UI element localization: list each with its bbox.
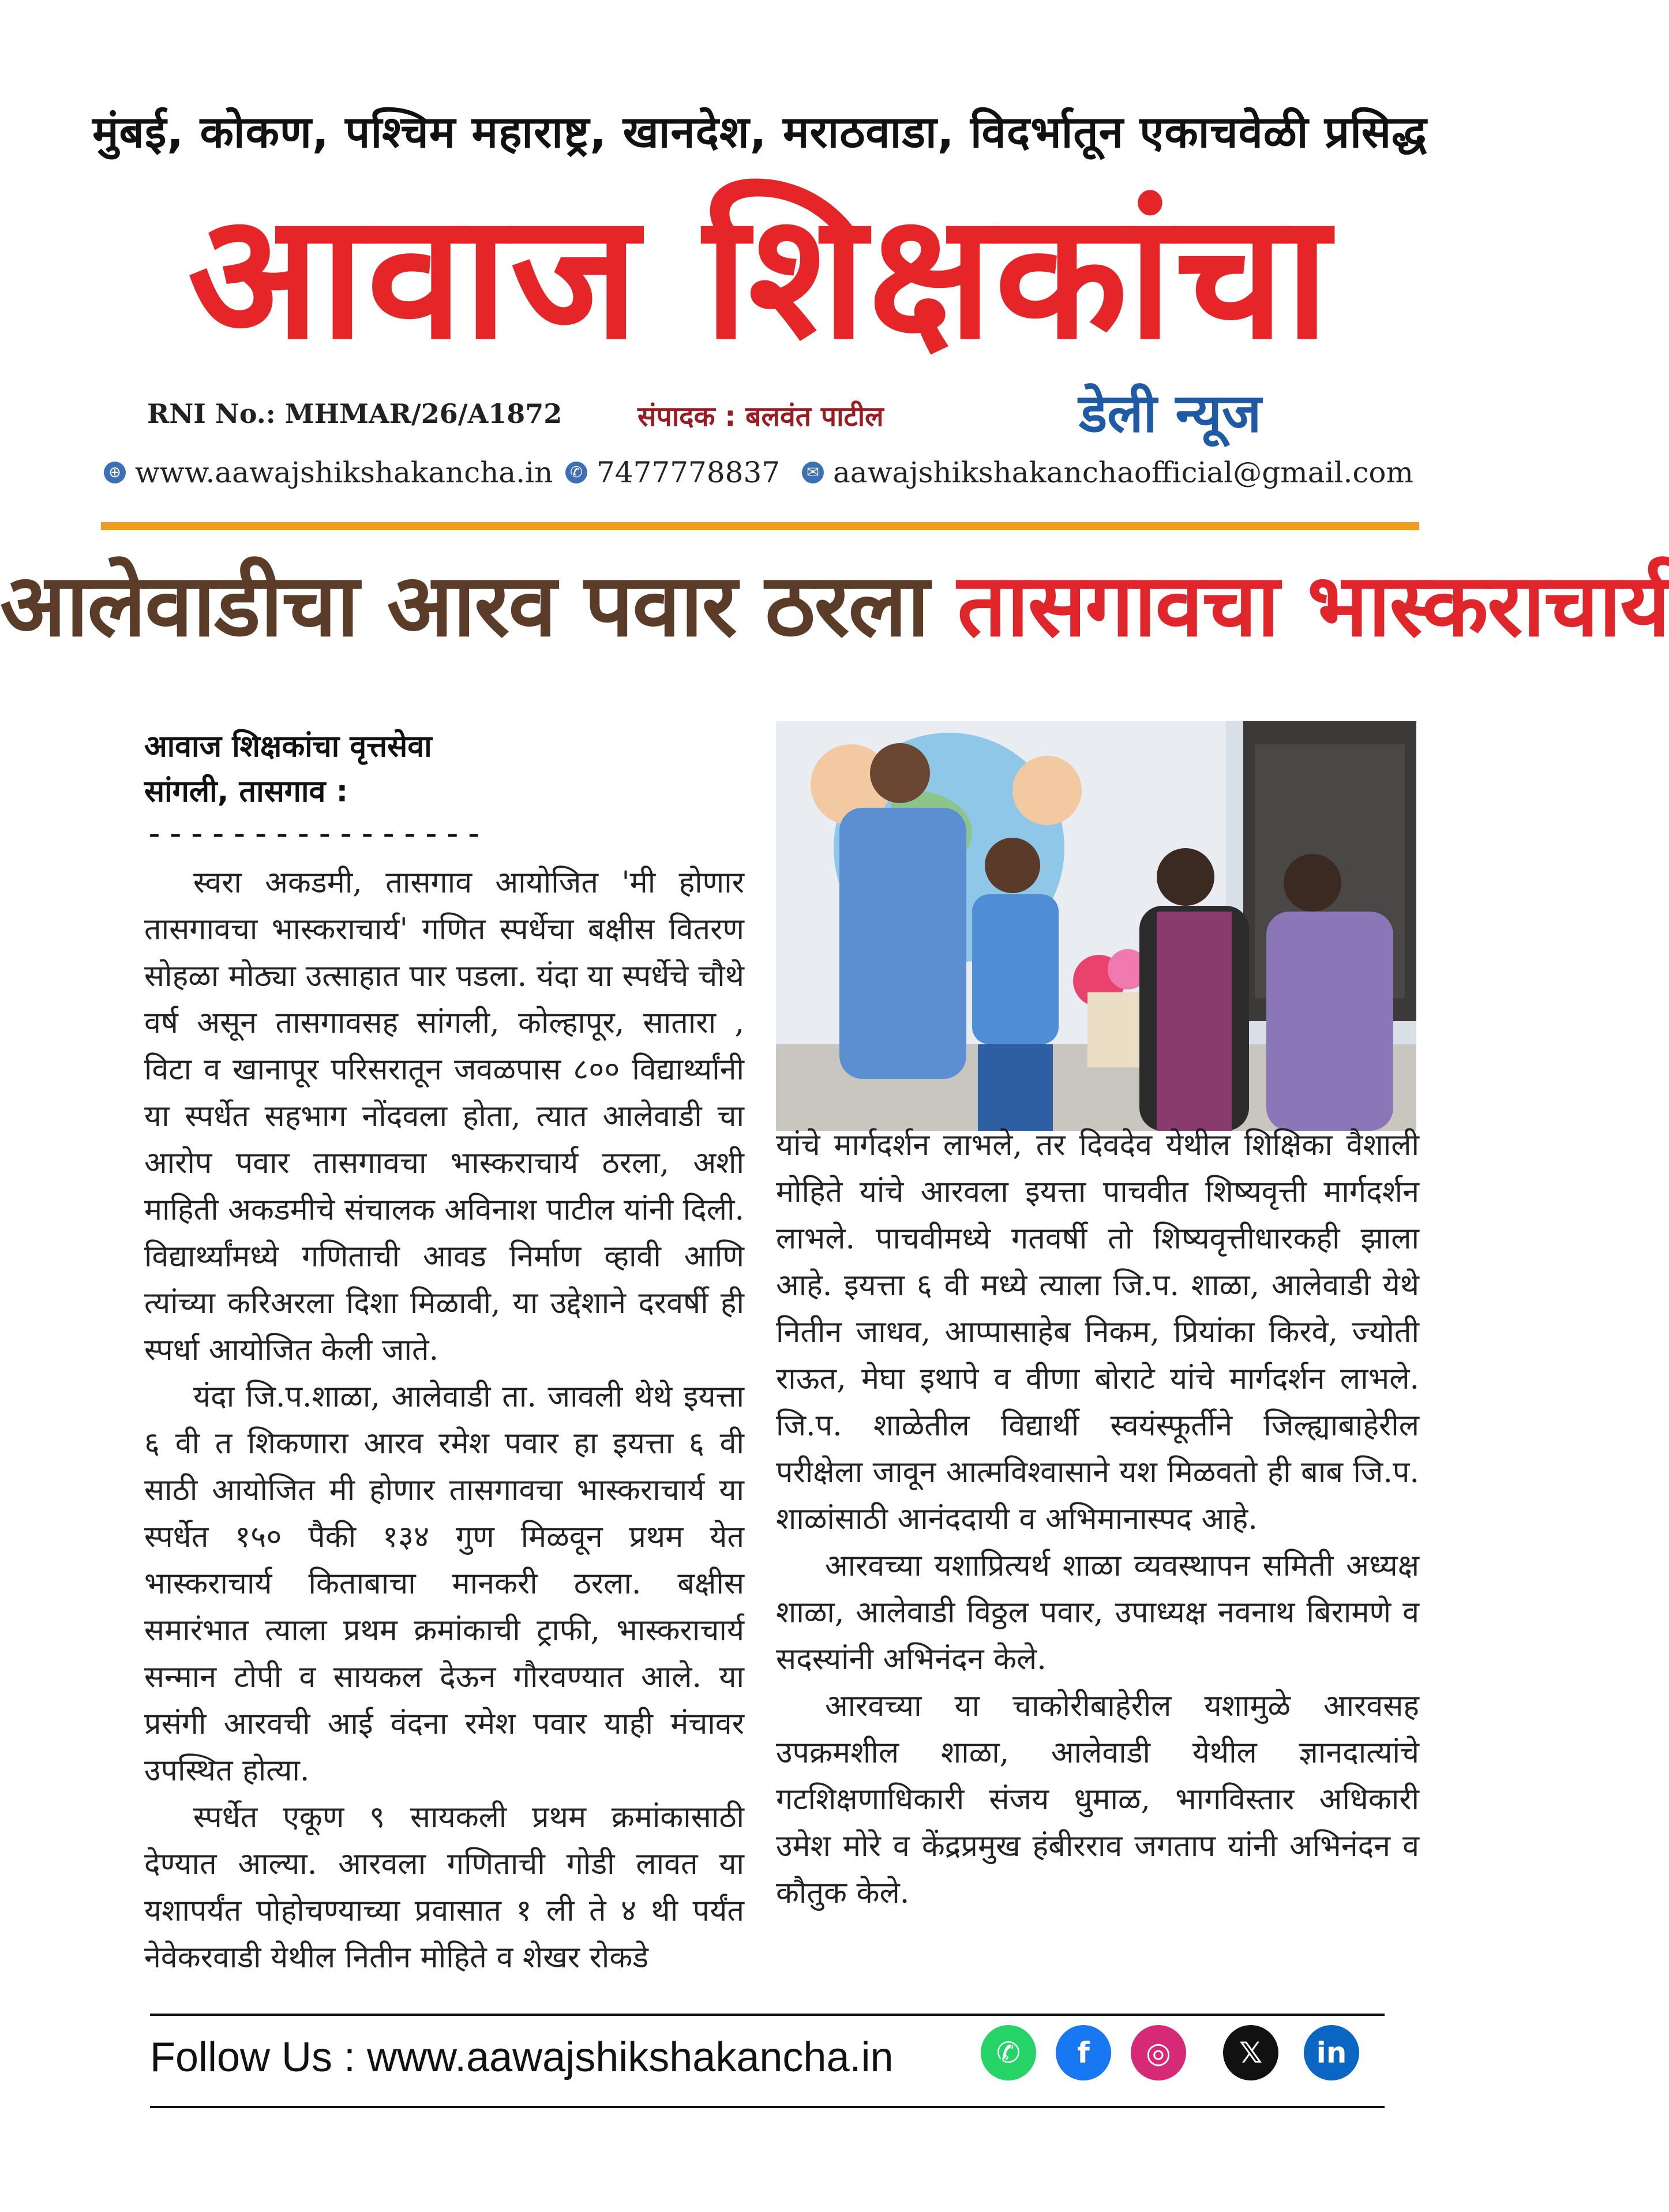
- byline: [144, 724, 432, 814]
- byline-dashes: ----------------: [144, 813, 485, 853]
- website-text: www.aawajshikshakancha.in: [135, 456, 553, 489]
- headline: [0, 548, 1669, 663]
- header-divider: [101, 522, 1419, 530]
- byline-location: सांगली, तासगाव :: [144, 774, 348, 809]
- mail-icon: ✉: [802, 462, 824, 483]
- paragraph: स्वरा अकडमी, तासगाव आयोजित 'मी होणार तासगावचा भास्कराचार्य' गणित स्पर्धेचा बक्षीस वितरण सोहळा मोठ्या उत्साहात पार पडला. यंदा या स्पर्धेचे चौथे वर्ष असून तासगावसह सांगली, कोल्हापूर, सातारा , विटा व खानापूर परिसरातून जवळपास ८०० विद्यार्थ्यांनी या स्पर्धेत सहभाग नोंदवला होता, त्यात आलेवाडी चा आरोप पवार तासगावचा भास्कराचार्य ठरला, अशी माहिती अकडमीचे संचालक अविनाश पाटील यांनी दिली. विद्यार्थ्यांमध्ये गणिताची आवड निर्माण व्हावी आणि त्यांच्या करिअरला दिशा मिळावी, या उद्देशाने दरवर्षी ही स्पर्धा आयोजित केली जाते.: [144, 865, 744, 1367]
- article-column-2: [776, 1122, 1419, 1917]
- contact-email[interactable]: [802, 456, 1413, 489]
- paragraph: यंदा जि.प.शाळा, आलेवाडी ता. जावली थेथे इयत्ता ६ वी त शिकणारा आरव रमेश पवार हा इयत्ता ६ वी साठी आयोजित मी होणार तासगावचा भास्कराचार्य या स्पर्धेत १५० पैकी १३४ गुण मिळवून प्रथम येत भास्कराचार्य किताबाचा मानकरी ठरला. बक्षीस समारंभात त्याला प्रथम क्रमांकाची ट्राफी, भास्कराचार्य सन्मान टोपी व सायकल देऊन गौरवण्यात आले. या प्रसंगी आरवची आई वंदना रमेश पवार याही मंचावर उपस्थित होत्या.: [144, 1379, 744, 1788]
- news-photo: [776, 721, 1416, 1131]
- follow-us-link[interactable]: Follow Us : www.aawajshikshakancha.in: [150, 2034, 894, 2080]
- photo-illustration: [776, 721, 1416, 1131]
- whatsapp-icon[interactable]: ✆: [981, 2025, 1036, 2080]
- masthead-title: आवाज शिक्षकांचा: [187, 176, 1332, 377]
- phone-icon: ✆: [565, 462, 587, 483]
- footer-bottom-rule: [150, 2106, 1385, 2108]
- phone-text: 7477778837: [597, 456, 781, 489]
- editor-name: संपादक : बलवंत पाटील: [637, 400, 884, 433]
- linkedin-icon[interactable]: in: [1304, 2025, 1359, 2080]
- globe-icon: ⊕: [104, 462, 126, 483]
- byline-agency: आवाज शिक्षकांचा वृत्तसेवा: [144, 729, 432, 764]
- tagline: मुंबई, कोकण, पश्चिम महाराष्ट्र, खानदेश, मराठवाडा, विदर्भातून एकाचवेळी प्रसिद्ध: [92, 106, 1427, 158]
- contact-phone[interactable]: [565, 456, 780, 489]
- paragraph: आरवच्या या चाकोरीबाहेरील यशामुळे आरवसह उपक्रमशील शाळा, आलेवाडी येथील ज्ञानदात्यांचे गटशिक्षणाधिकारी संजय धुमाळ, भागविस्तार अधिकारी उमेश मोरे व केंद्रप्रमुख हंबीरराव जगताप यांनी अभिनंदन व कौतुक केले.: [776, 1689, 1419, 1910]
- paragraph: यांचे मार्गदर्शन लाभले, तर दिवदेव येथील शिक्षिका वैशाली मोहिते यांचे आरवला इयत्ता पाचवीत शिष्यवृत्ती मार्गदर्शन लाभले. पाचवीमध्ये गतवर्षी तो शिष्यवृत्तीधारकही झाला आहे. इयत्ता ६ वी मध्ये त्याला जि.प. शाळा, आलेवाडी येथे नितीन जाधव, आप्पासाहेब निकम, प्रियांका किरवे, ज्योती राऊत, मेघा इथापे व वीणा बोराटे यांचे मार्गदर्शन लाभले. जि.प. शाळेतील विद्यार्थी स्वयंस्फूर्तीने जिल्ह्याबाहेरील परीक्षेला जावून आत्मविश्वासाने यश मिळवतो ही बाब जि.प. शाळांसाठी आनंददायी व अभिमानास्पद आहे.: [776, 1128, 1419, 1536]
- headline-part-1: आलेवाडीचा आरव पवार ठरला: [0, 556, 929, 656]
- paragraph: स्पर्धेत एकूण ९ सायकली प्रथम क्रमांकासाठी देण्यात आल्या. आरवला गणिताची गोडी लावत या यशापर्यंत पोहोचण्याच्या प्रवासात १ ली ते ४ थी पर्यंत नेवेकरवाडी येथील नितीन मोहिते व शेखर रोकडे: [144, 1800, 744, 1975]
- instagram-icon[interactable]: ◎: [1131, 2025, 1186, 2080]
- email-text: aawajshikshakanchaofficial@gmail.com: [833, 456, 1413, 489]
- rni-number: RNI No.: MHMAR/26/A1872: [147, 398, 562, 429]
- contact-website[interactable]: [104, 456, 553, 489]
- article-column-1: [144, 860, 744, 1981]
- facebook-icon[interactable]: f: [1056, 2025, 1111, 2080]
- headline-part-2: तासगावचा भास्कराचार्य: [957, 556, 1669, 656]
- footer-top-rule: [150, 2014, 1385, 2016]
- daily-news-label: डेली न्यूज: [1079, 383, 1262, 444]
- paragraph: आरवच्या यशाप्रित्यर्थ शाळा व्यवस्थापन समिती अध्यक्ष शाळा, आलेवाडी विठ्ठल पवार, उपाध्यक्ष नवनाथ बिरामणे व सदस्यांनी अभिनंदन केले.: [776, 1549, 1419, 1677]
- x-icon[interactable]: 𝕏: [1223, 2025, 1278, 2080]
